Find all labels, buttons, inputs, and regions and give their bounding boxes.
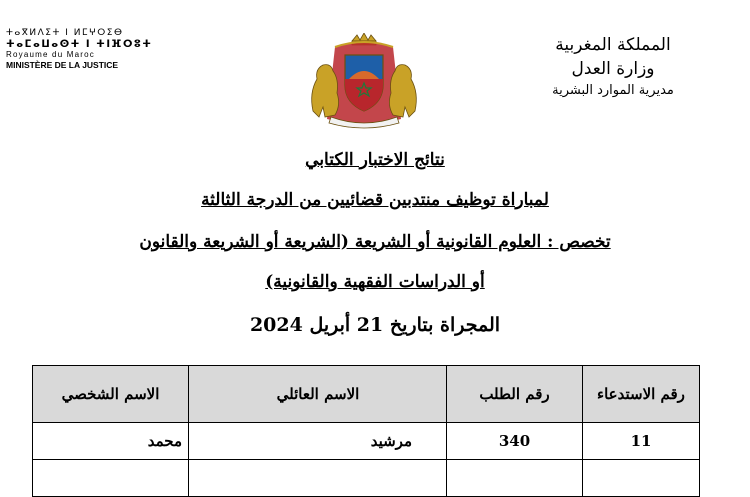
- cell-first-name: محمد: [33, 423, 189, 460]
- tifinagh-line-1: ⵜⴰⴳⵍⴷⵉⵜ ⵏ ⵍⵎⵖⵔⵉⴱ: [6, 28, 124, 38]
- cell-empty: [583, 460, 700, 497]
- specialty-title-cont: أو الدراسات الفقهية والقانونية): [265, 272, 485, 292]
- table-header-row: [33, 366, 700, 423]
- ministere-text: MINISTÈRE DE LA JUSTICE: [6, 60, 119, 70]
- directorate-text-ar: مديرية الموارد البشرية: [552, 83, 674, 98]
- col-request-number: رقم الطلب: [447, 366, 583, 423]
- exam-title: لمباراة توظيف منتدبين قضائيين من الدرجة الثالثة: [201, 190, 549, 210]
- cell-empty: [189, 460, 447, 497]
- col-family-name: الاسم العائلي: [189, 366, 447, 423]
- ministry-text-ar: وزارة العدل: [571, 59, 655, 79]
- col-convocation-number: رقم الاستدعاء: [583, 366, 700, 423]
- cell-family-name: مرشيد: [189, 423, 447, 460]
- table-row: [33, 423, 700, 460]
- results-title: نتائج الاختبار الكتابي: [305, 150, 445, 170]
- specialty-title: تخصص : العلوم القانونية أو الشريعة (الشريعة أو الشريعة والقانون: [139, 232, 611, 252]
- exam-date: المجراة بتاريخ 21 أبريل 2024: [249, 314, 501, 336]
- tifinagh-line-2: ⵜⴰⵎⴰⵡⴰⵙⵜ ⵏ ⵜⵏⴼⵔⵓⵜ: [6, 39, 153, 50]
- royaume-text: Royaume du Maroc: [6, 50, 96, 59]
- cell-convocation: 11: [583, 423, 700, 460]
- cell-empty: [33, 460, 189, 497]
- ministry-logo-right: [548, 33, 678, 101]
- table-row: [33, 460, 700, 497]
- coat-of-arms-icon: [305, 33, 423, 129]
- kingdom-text-ar: المملكة المغربية: [555, 35, 671, 55]
- ministry-logo-left: [6, 28, 156, 71]
- cell-request: 340: [447, 423, 583, 460]
- col-first-name: الاسم الشخصي: [33, 366, 189, 423]
- results-table: [32, 365, 700, 497]
- cell-empty: [447, 460, 583, 497]
